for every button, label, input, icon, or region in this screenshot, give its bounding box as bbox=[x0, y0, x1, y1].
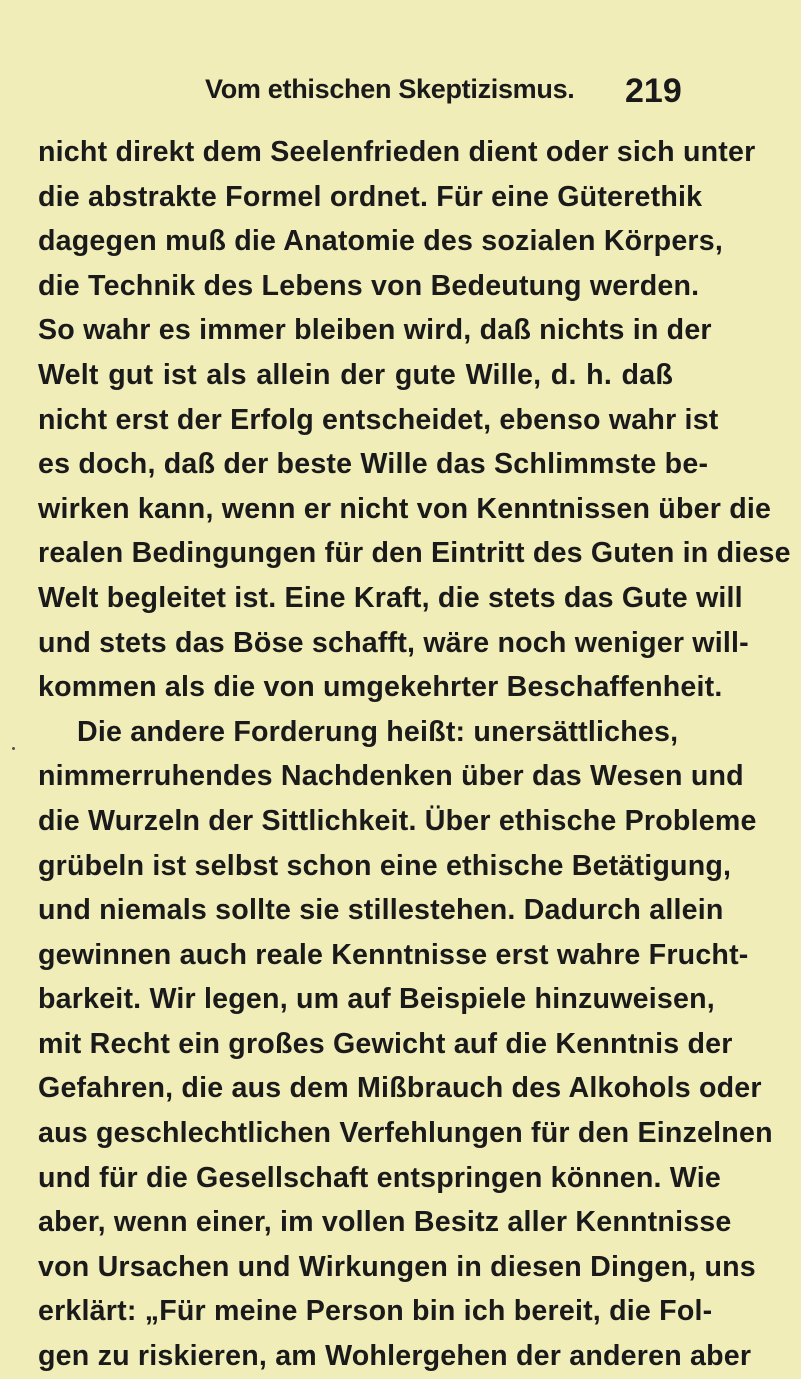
text-line: realen Bedingungen für den Eintritt des Guten in diese bbox=[38, 537, 791, 570]
text-line: aber, wenn einer, im vollen Besitz aller Kenntnisse bbox=[38, 1206, 732, 1239]
text-line: gen zu riskieren, am Wohlergehen der anderen aber bbox=[38, 1340, 752, 1373]
text-line: mit Recht ein großes Gewicht auf die Kenntnis der bbox=[38, 1027, 733, 1060]
body-text bbox=[38, 130, 791, 1379]
text-line: barkeit. Wir legen, um auf Beispiele hinzuweisen, bbox=[38, 983, 715, 1016]
text-line: dagegen muß die Anatomie des sozialen Körpers, bbox=[38, 225, 724, 258]
text-line: die abstrakte Formel ordnet. Für eine Güterethik bbox=[38, 180, 703, 213]
text-line: aus geschlechtlichen Verfehlungen für den Einzelnen bbox=[38, 1117, 773, 1150]
margin-mark bbox=[12, 747, 15, 750]
text-line: So wahr es immer bleiben wird, daß nichts in der bbox=[38, 314, 712, 347]
text-line: nicht erst der Erfolg entscheidet, ebenso wahr ist bbox=[38, 403, 719, 436]
text-line: Gefahren, die aus dem Mißbrauch des Alkohols oder bbox=[38, 1072, 762, 1105]
text-line: gewinnen auch reale Kenntnisse erst wahre Frucht- bbox=[38, 938, 749, 971]
text-line: die Technik des Lebens von Bedeutung werden. bbox=[38, 269, 700, 302]
text-line: Welt gut ist als allein der gute Wille, d. h. daß bbox=[38, 358, 673, 391]
text-line: Welt begleitet ist. Eine Kraft, die stets das Gute will bbox=[38, 581, 743, 614]
text-line: wirken kann, wenn er nicht von Kenntnissen über die bbox=[38, 492, 772, 525]
text-line: Die andere Forderung heißt: unersättliches, bbox=[77, 715, 679, 748]
text-line: von Ursachen und Wirkungen in diesen Dingen, uns bbox=[38, 1250, 756, 1283]
text-line: und niemals sollte sie stillestehen. Dadurch allein bbox=[38, 894, 724, 927]
text-line: kommen als die von umgekehrter Beschaffenheit. bbox=[38, 671, 723, 704]
text-line: erklärt: „Für meine Person bin ich bereit, die Fol- bbox=[38, 1295, 713, 1328]
running-title: Vom ethischen Skeptizismus. bbox=[205, 74, 575, 104]
text-line: und für die Gesellschaft entspringen können. Wie bbox=[38, 1161, 721, 1194]
text-line: nimmerruhendes Nachdenken über das Wesen und bbox=[38, 760, 744, 793]
text-line: nicht direkt dem Seelenfrieden dient oder sich unter bbox=[38, 136, 756, 168]
text-line: es doch, daß der beste Wille das Schlimmste be- bbox=[38, 448, 709, 481]
text-line: grübeln ist selbst schon eine ethische Betätigung, bbox=[38, 849, 732, 882]
page-header bbox=[0, 74, 801, 114]
page-number: 219 bbox=[625, 72, 682, 110]
text-line: und stets das Böse schafft, wäre noch weniger will- bbox=[38, 626, 749, 659]
text-line: die Wurzeln der Sittlichkeit. Über ethische Probleme bbox=[38, 804, 757, 837]
